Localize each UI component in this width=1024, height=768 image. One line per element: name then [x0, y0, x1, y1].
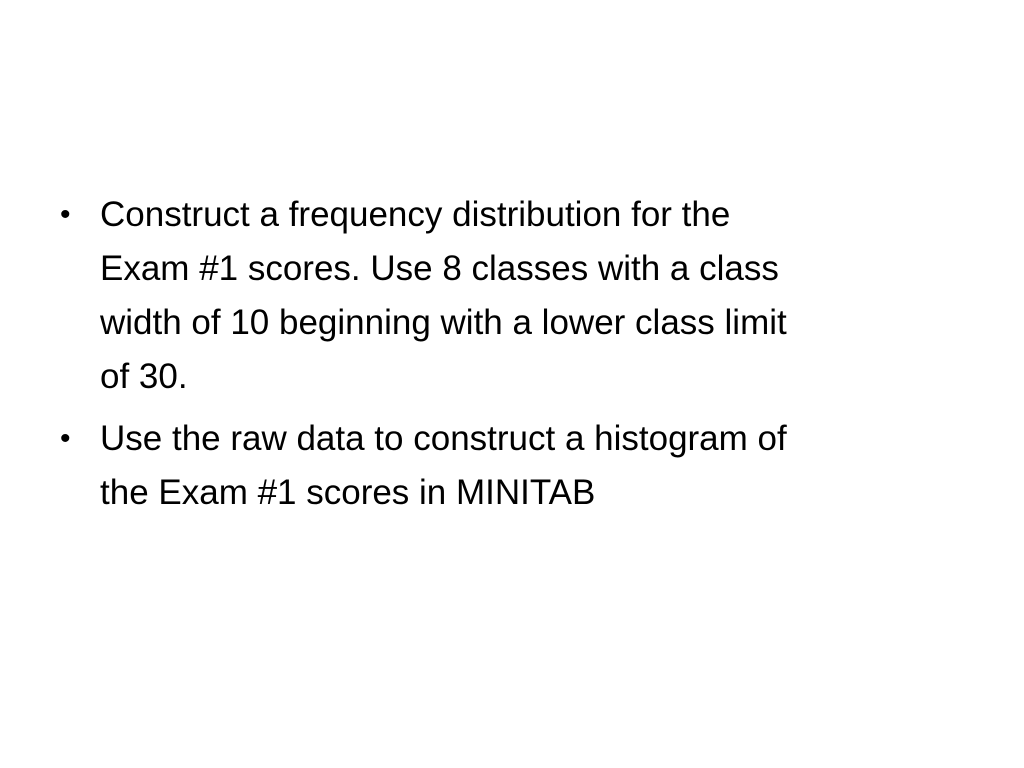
bullet-item-frequency-distribution	[60, 188, 960, 404]
bullet-icon: •	[60, 422, 71, 455]
slide-body	[60, 188, 960, 528]
bullet-item-histogram	[60, 412, 960, 520]
bullet-icon: •	[60, 198, 71, 231]
bullet-list	[60, 188, 960, 520]
bullet-text: Construct a frequency distribution for the Exam #1 scores. Use 8 classes with a class width of 10 beginning with a lower class limit of 30.	[100, 195, 787, 396]
bullet-text: Use the raw data to construct a histogram of the Exam #1 scores in MINITAB	[100, 419, 787, 512]
